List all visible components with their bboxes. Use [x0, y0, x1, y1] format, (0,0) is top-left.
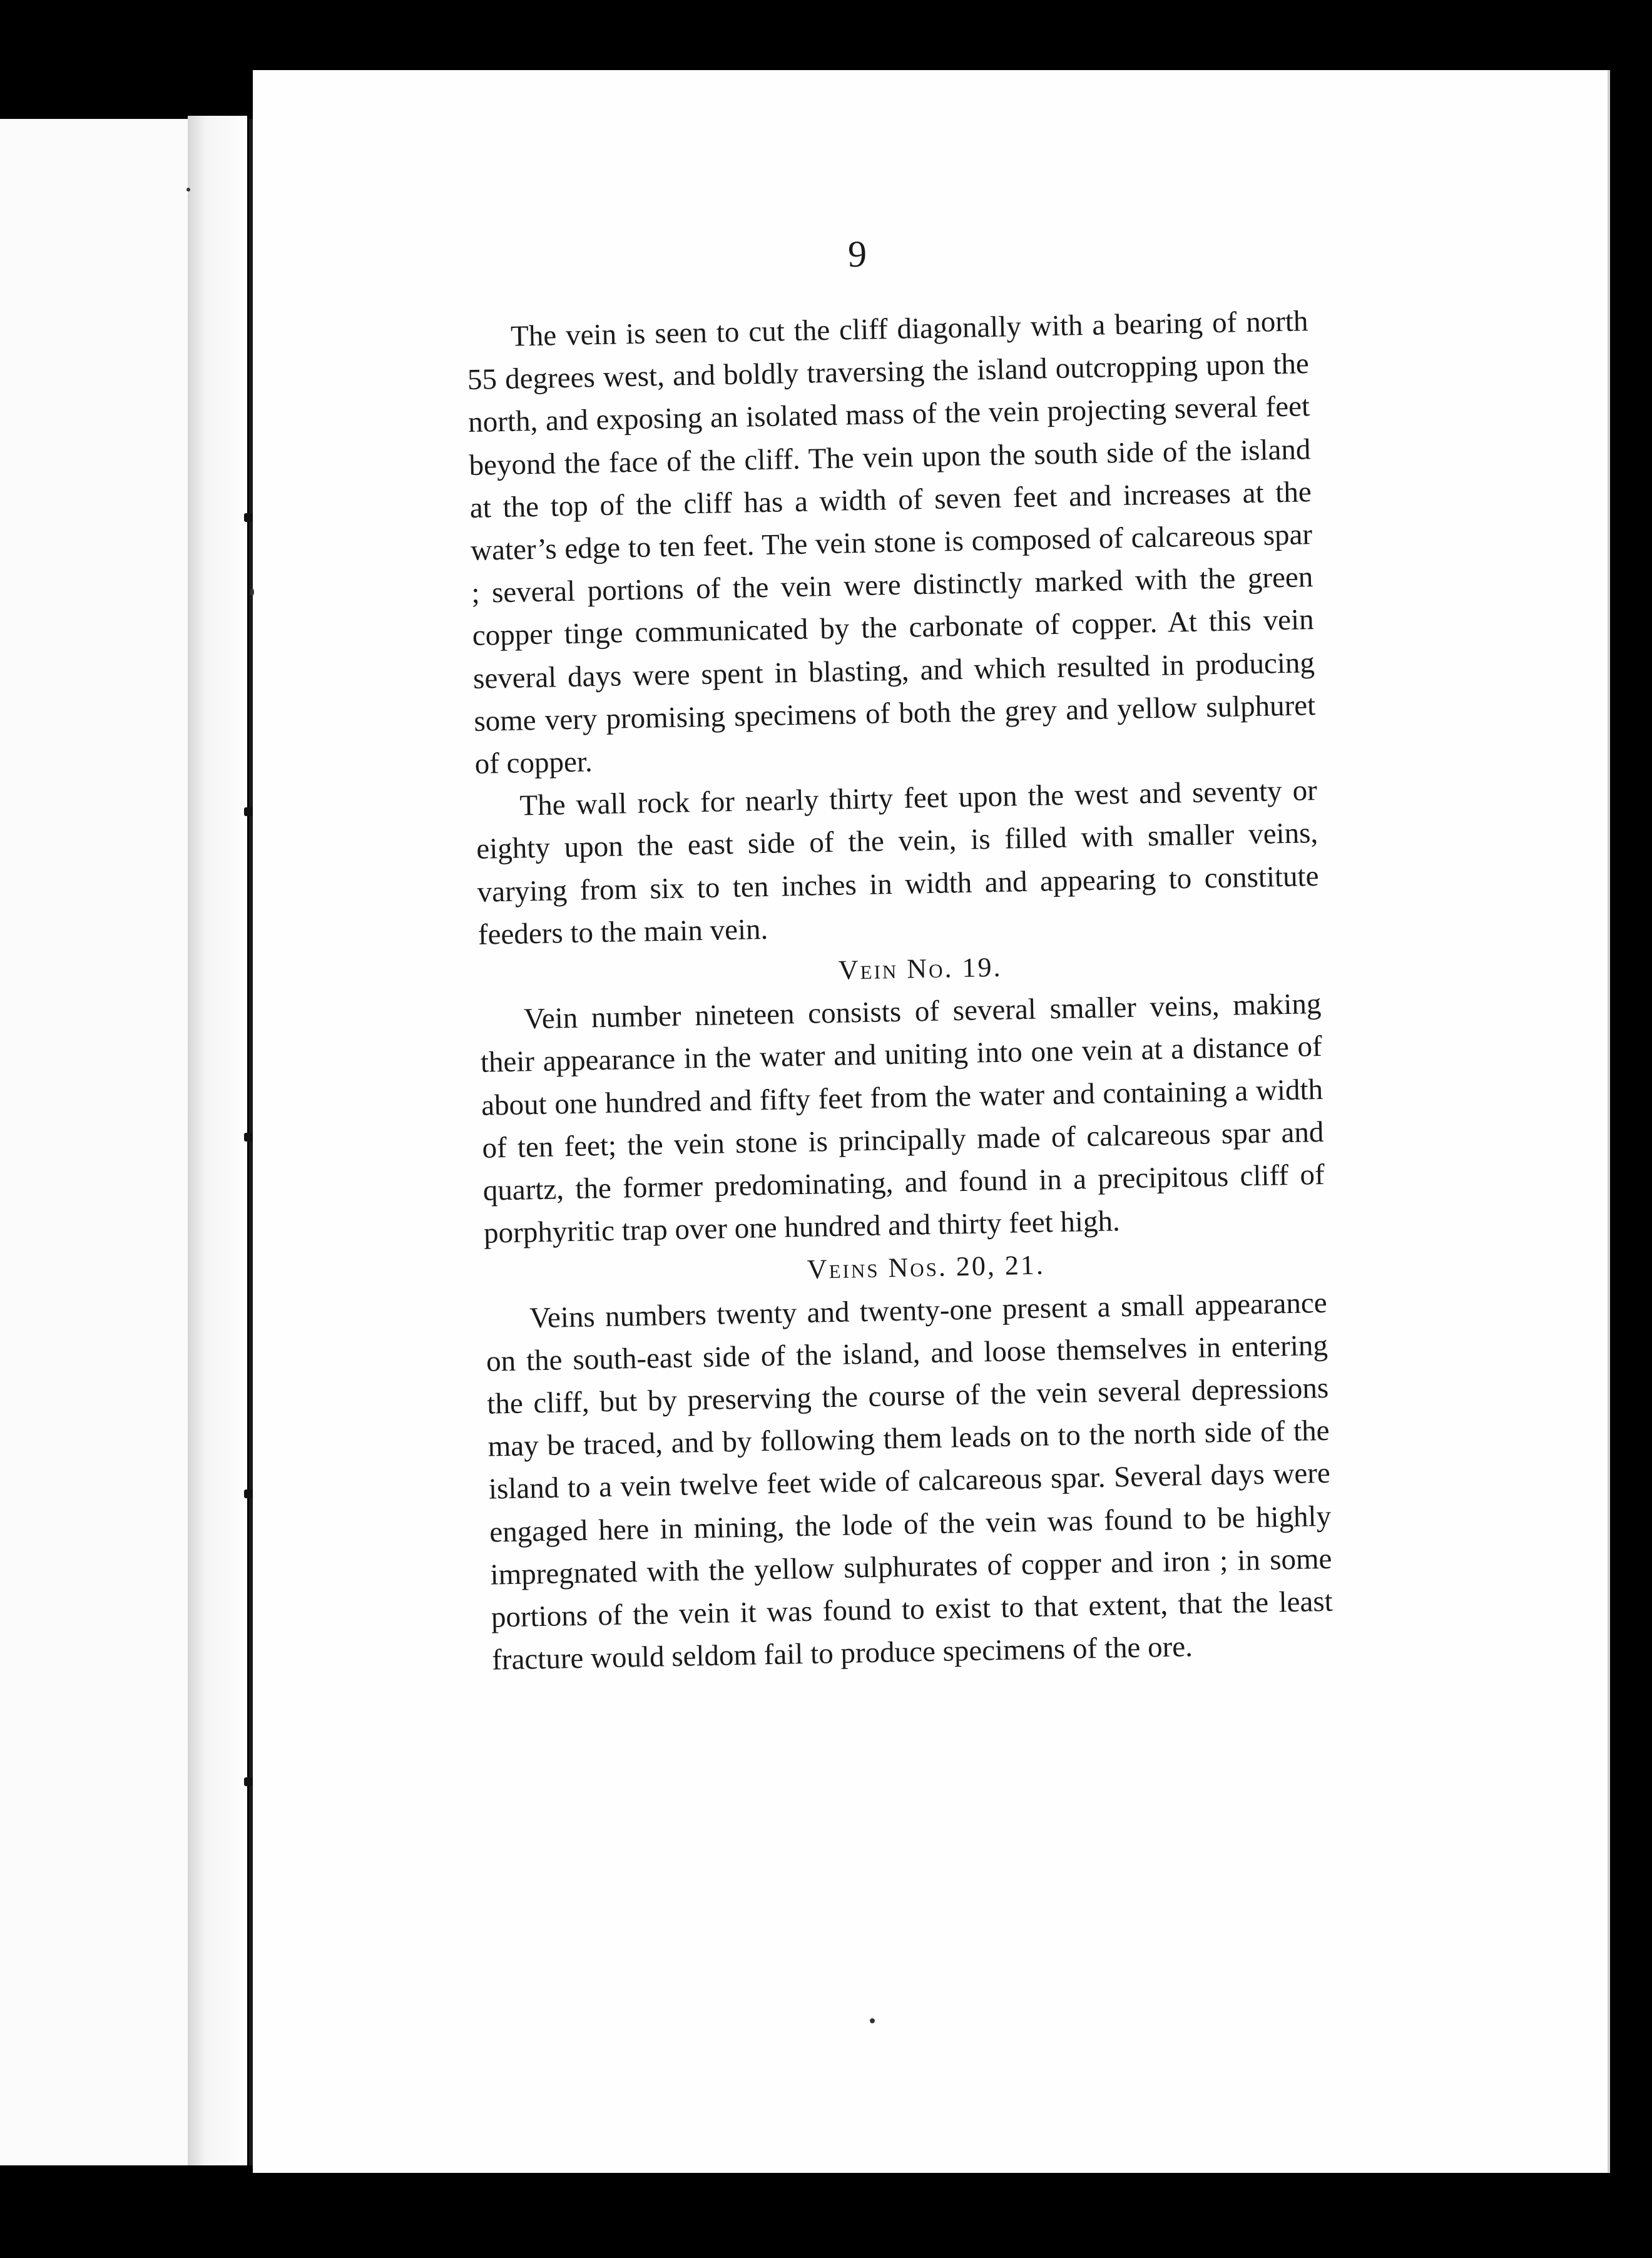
- right-page-edge: [1608, 70, 1610, 2173]
- section-heading-vein-19: Vein No. 19.: [838, 951, 1002, 986]
- page-number: 9: [848, 233, 867, 275]
- scan-speck: [250, 588, 254, 596]
- section-heading-veins-20-21: Veins Nos. 20, 21.: [807, 1249, 1046, 1285]
- paragraph-vein-description: The vein is seen to cut the cliff diagonally with a bearing of north 55 degrees west, and boldly traversing the island outcropping upon the north, and exposing an isolated mass of the vein projecting several feet beyond the face of the cliff. The vein upon the south side of the island at the top of the cliff has a width of seven feet and increases at the water’s edge to ten feet. The vein stone is composed of calcareous spar ; several portions of the vein were distinctly marked with the green copper tinge communicated by the carbonate of copper. At this vein several days were spent in blasting, and which resulted in producing some very promising specimens of both the grey and yellow sulphuret of copper.: [467, 305, 1316, 780]
- body-text: [466, 300, 1334, 1682]
- left-page-edge: [0, 119, 188, 2165]
- paragraph-wall-rock: The wall rock for nearly thirty feet upon the west and seventy or eighty upon the east side of the vein, is filled with smaller veins, varying from six to ten inches in width and appearing to constitute feeders to the main vein.: [476, 774, 1319, 951]
- paragraph-vein-19: Vein number nineteen consists of several smaller veins, making their appearance in the water and uniting into one vein at a distance of about one hundred and fifty feet from the water and containing a width of ten feet; the vein stone is principally made of calcareous spar and quartz, the former predominating, and found in a precipitous cliff of porphyritic trap over one hundred and thirty feet high.: [480, 988, 1325, 1250]
- binding-gutter: [188, 116, 247, 2165]
- scan-speck: [870, 2018, 875, 2023]
- scan-speck: [186, 188, 190, 192]
- paragraph-veins-20-21: Veins numbers twenty and twenty-one present a small appearance on the south-east side of the island, and loose themselves in entering the cliff, but by preserving the course of the vein several depressions may be traced, and by following them leads on to the north side of the island to a vein twelve feet wide of calcareous spar. Several days were engaged here in mining, the lode of the vein was found to be highly impregnated with the yellow sulphurates of copper and iron ; in some portions of the vein it was found to exist to that extent, that the least fracture would seldom fail to produce specimens of the ore.: [486, 1286, 1333, 1677]
